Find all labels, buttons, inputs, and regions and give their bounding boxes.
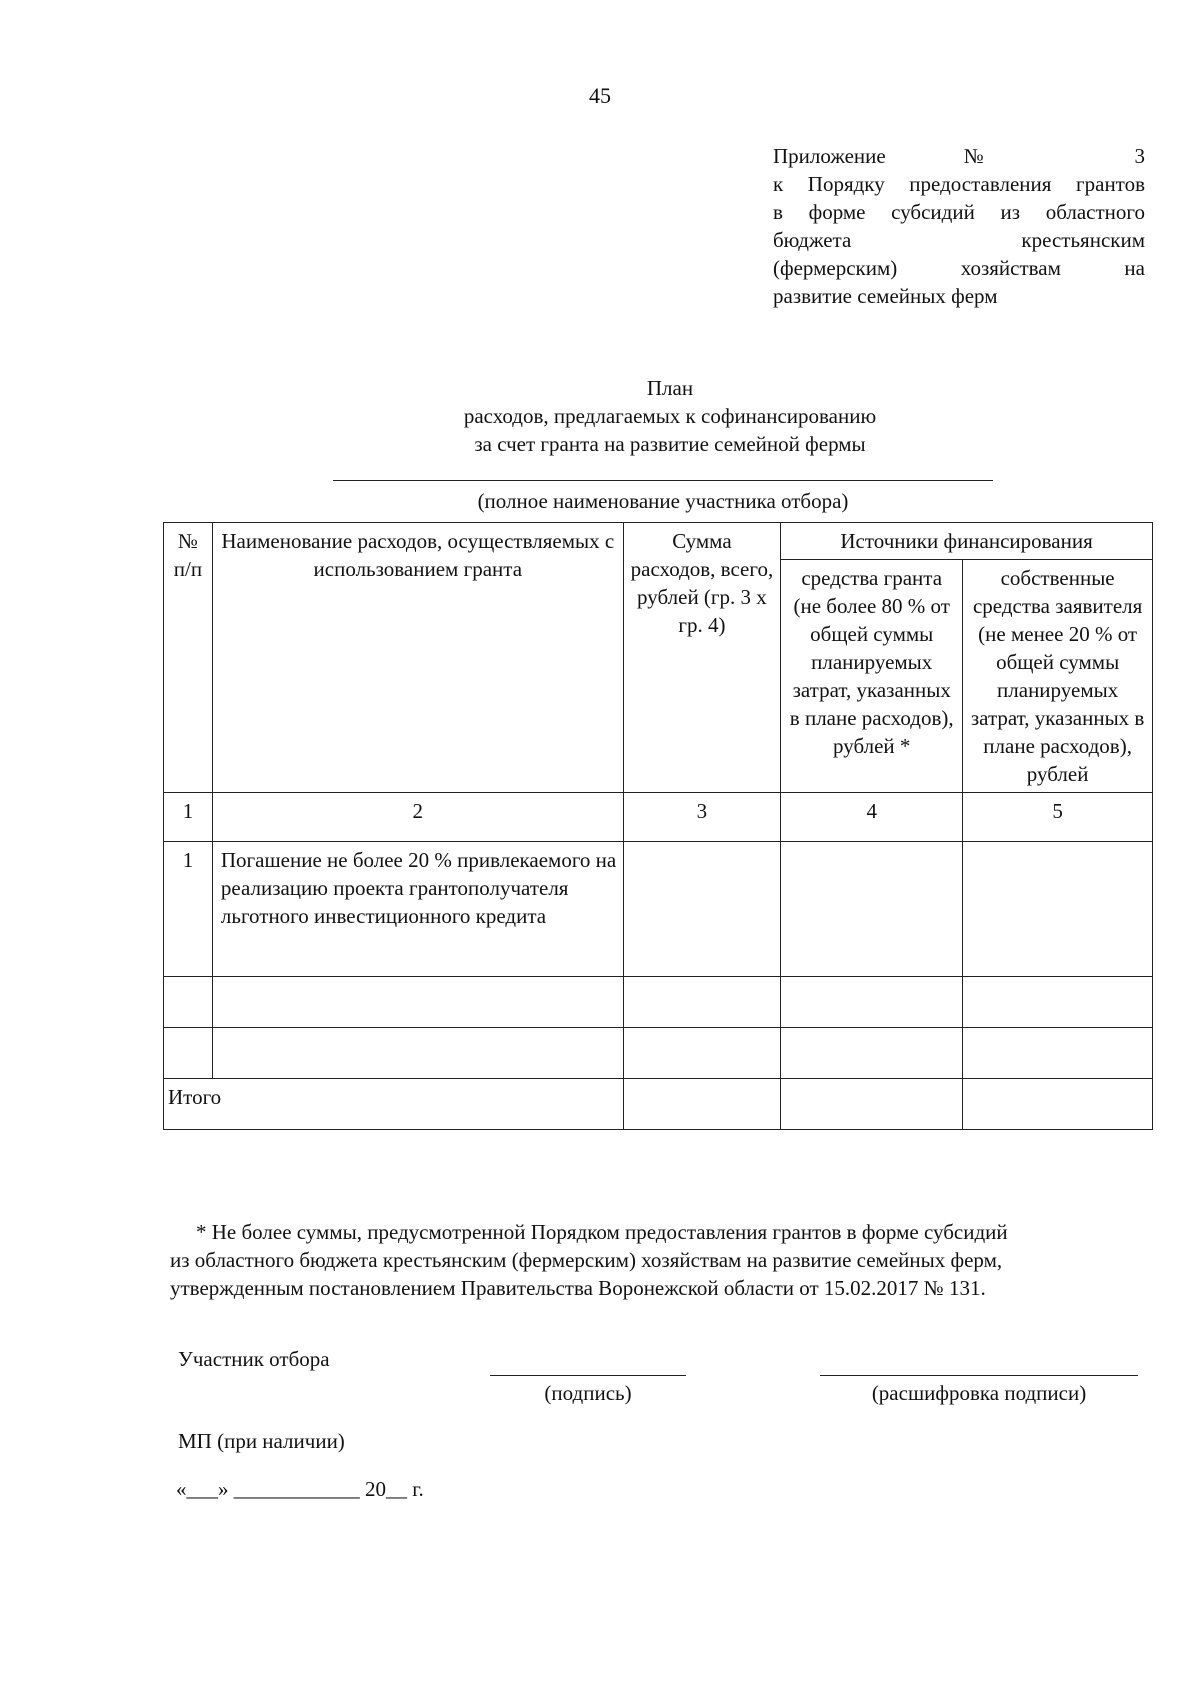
signature-decoding-caption: (расшифровка подписи) (871, 1381, 1087, 1405)
row-own-cell[interactable] (963, 842, 1153, 977)
footnote-line: из областного бюджета крестьянским (фермерским) хозяйствам на развитие семейных ферм, (170, 1248, 1003, 1272)
page-number: 45 (589, 83, 611, 108)
empty-cell[interactable] (781, 977, 963, 1028)
column-number: 3 (623, 793, 780, 842)
table-row (164, 1028, 1153, 1079)
row-num: 1 (164, 842, 213, 977)
table-row (164, 977, 1153, 1028)
footnote (170, 1218, 1155, 1302)
appendix-line: (фермерским) хозяйствам на (773, 256, 1145, 280)
appendix-line: бюджета крестьянским (773, 228, 1145, 252)
empty-cell[interactable] (623, 1028, 780, 1079)
column-number: 4 (781, 793, 963, 842)
column-number: 5 (963, 793, 1153, 842)
table-header-row (164, 523, 1153, 560)
total-own-cell[interactable] (963, 1079, 1153, 1130)
expense-plan-table (163, 522, 1153, 1130)
empty-cell[interactable] (164, 1028, 213, 1079)
empty-cell[interactable] (963, 1028, 1153, 1079)
total-sum-cell[interactable] (623, 1079, 780, 1130)
appendix-line: Приложение № 3 (773, 144, 1145, 168)
document-title (0, 374, 1200, 458)
row-grant-cell[interactable] (781, 842, 963, 977)
empty-cell[interactable] (781, 1028, 963, 1079)
date-field[interactable]: «___» ____________ 20__ г. (176, 1477, 424, 1501)
row-sum-cell[interactable] (623, 842, 780, 977)
column-number-row (164, 793, 1153, 842)
column-number: 1 (164, 793, 213, 842)
footnote-line: утвержденным постановлением Правительства Воронежской области от 15.02.2017 № 131. (170, 1276, 986, 1300)
footnote-line: * Не более суммы, предусмотренной Порядком предоставления грантов в форме субсидий (196, 1220, 1008, 1244)
total-grant-cell[interactable] (781, 1079, 963, 1130)
total-label: Итого (164, 1079, 624, 1130)
empty-cell[interactable] (963, 977, 1153, 1028)
title-line: План (646, 376, 694, 400)
appendix-line: развитие семейных ферм (773, 284, 998, 308)
title-line: за счет гранта на развитие семейной фермы (474, 432, 866, 456)
empty-cell[interactable] (623, 977, 780, 1028)
column-number: 2 (212, 793, 623, 842)
header-sources: Источники финансирования (781, 523, 1153, 560)
participant-name-caption: (полное наименование участника отбора) (477, 489, 849, 513)
signature-caption: (подпись) (544, 1381, 632, 1405)
header-num: № п/п (164, 523, 213, 793)
stamp-label: МП (при наличии) (178, 1429, 345, 1453)
signature-decoding-field[interactable] (820, 1375, 1138, 1376)
header-own: собственные средства заявителя (не менее 20 % от общей суммы планируемых затрат, указанных в плане расходов), рублей (963, 560, 1153, 793)
empty-cell[interactable] (212, 977, 623, 1028)
row-name: Погашение не более 20 % привлекаемого на реализацию проекта грантополучателя льготного инвестиционного кредита (212, 842, 623, 977)
header-grant: средства гранта (не более 80 % от общей суммы планируемых затрат, указанных в плане расходов), рублей * (781, 560, 963, 793)
participant-name-field[interactable] (333, 480, 993, 481)
header-name: Наименование расходов, осуществляемых с использованием гранта (212, 523, 623, 793)
appendix-line: в форме субсидий из областного (773, 200, 1145, 224)
appendix-header (773, 142, 1145, 310)
title-line: расходов, предлагаемых к софинансированию (463, 404, 877, 428)
header-sum: Сумма расходов, всего, рублей (гр. 3 х гр. 4) (623, 523, 780, 793)
signature-field[interactable] (490, 1375, 686, 1376)
empty-cell[interactable] (212, 1028, 623, 1079)
table-row (164, 842, 1153, 977)
participant-label: Участник отбора (178, 1347, 330, 1371)
appendix-line: к Порядку предоставления грантов (773, 172, 1145, 196)
total-row (164, 1079, 1153, 1130)
empty-cell[interactable] (164, 977, 213, 1028)
